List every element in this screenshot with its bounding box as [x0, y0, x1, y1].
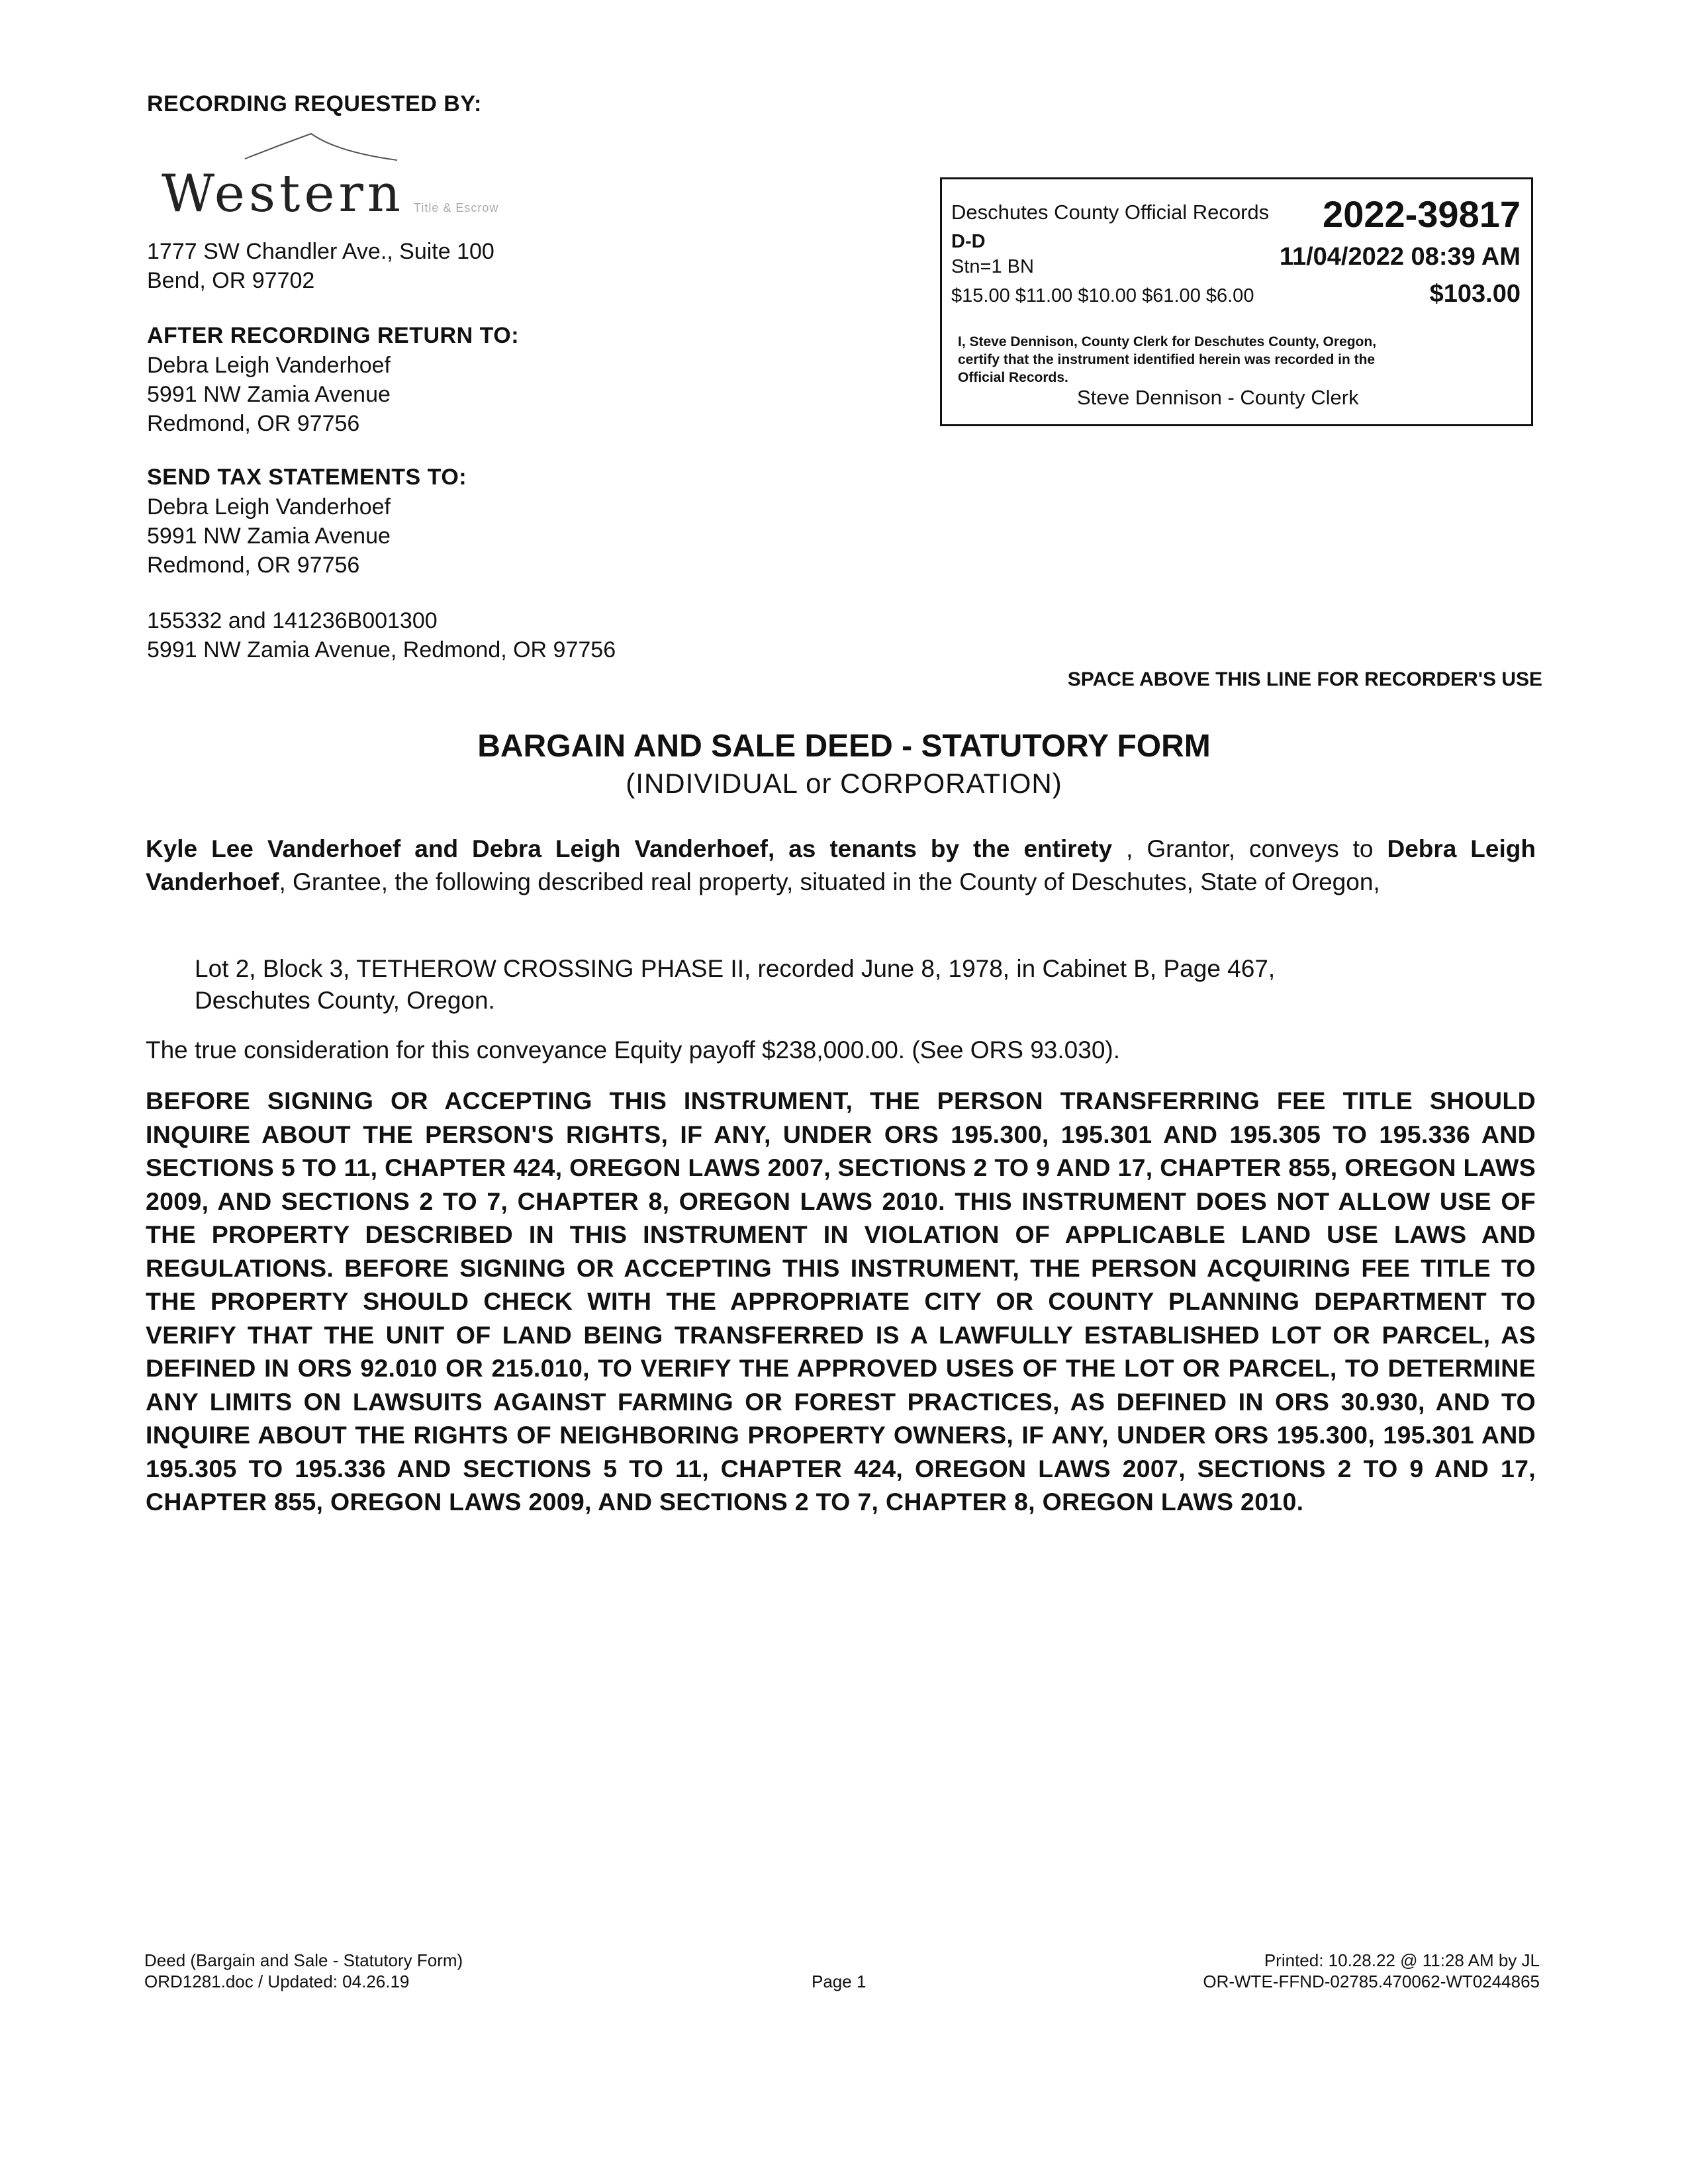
station: Stn=1 BN: [951, 256, 1034, 277]
after-recording-label: AFTER RECORDING RETURN TO:: [147, 323, 520, 348]
record-number: 2022-39817: [1323, 193, 1521, 235]
deed-subtitle: (INDIVIDUAL or CORPORATION): [626, 768, 1062, 799]
company-address-line: Bend, OR 97702: [147, 268, 315, 293]
legal-description: [195, 953, 1275, 1017]
consideration-statement: The true consideration for this conveyance Equity payoff $238,000.00. (See ORS 93.030).: [146, 1036, 1120, 1064]
recorder-space-note: SPACE ABOVE THIS LINE FOR RECORDER'S USE: [1067, 668, 1542, 690]
tax-to-line: Debra Leigh Vanderhoef: [147, 494, 391, 520]
return-to-address: [147, 351, 391, 438]
grantor-names: Kyle Lee Vanderhoef and Debra Leigh Vanderhoef, as tenants by the entirety: [146, 835, 1113, 862]
tax-to-address: [147, 492, 391, 580]
form-code: ORD1281.doc / Updated: 04.26.19: [144, 1972, 410, 1991]
page-number: Page 1: [812, 1972, 867, 1991]
company-logo: [162, 164, 498, 224]
legal-line: Lot 2, Block 3, TETHEROW CROSSING PHASE II, recorded June 8, 1978, in Cabinet B, Page 467,: [195, 955, 1276, 982]
company-address: [147, 237, 494, 295]
grantee-name: Debra Leigh Vanderhoef: [146, 835, 1536, 895]
recorder-office: Deschutes County Official Records: [951, 201, 1270, 224]
fee-total: $103.00: [1429, 280, 1521, 308]
property-situated-text: , Grantee, the following described real property, situated in the County of Deschutes, State of Oregon,: [279, 868, 1380, 895]
tax-statements-label: SEND TAX STATEMENTS TO:: [147, 465, 467, 490]
return-to-line: Redmond, OR 97756: [147, 411, 360, 436]
recording-fees: $15.00 $11.00 $10.00 $61.00 $6.00: [951, 285, 1254, 306]
doc-type: D-D: [951, 231, 986, 252]
footer-form-info: [144, 1950, 463, 1992]
form-name: Deed (Bargain and Sale - Statutory Form): [144, 1950, 463, 1970]
company-address-line: 1777 SW Chandler Ave., Suite 100: [147, 239, 494, 264]
legal-line: Deschutes County, Oregon.: [195, 987, 495, 1014]
clerk-certification: [958, 333, 1376, 387]
cert-line: certify that the instrument identified herein was recorded in the: [958, 352, 1376, 367]
statutory-warning: BEFORE SIGNING OR ACCEPTING THIS INSTRUMENT, THE PERSON TRANSFERRING FEE TITLE SHOULD INQUIRE ABOUT THE PERSON'S RIGHTS, IF ANY, UNDER ORS 195.300, 195.301 AND 195.305 TO 195.336 AND SECTIONS 5 TO 11, CHAPTER 424, OREGON LAWS 2007, SECTIONS 2 TO 9 AND 17, CHAPTER 855, OREGON LAWS 2009, AND SECTIONS 2 TO 7, CHAPTER 8, OREGON LAWS 2010. THIS INSTRUMENT DOES NOT ALLOW USE OF THE PROPERTY DESCRIBED IN THIS INSTRUMENT IN VIOLATION OF APPLICABLE LAND USE LAWS AND REGULATIONS. BEFORE SIGNING OR ACCEPTING THIS INSTRUMENT, THE PERSON ACQUIRING FEE TITLE TO THE PROPERTY SHOULD CHECK WITH THE APPROPRIATE CITY OR COUNTY PLANNING DEPARTMENT TO VERIFY THAT THE UNIT OF LAND BEING TRANSFERRED IS A LAWFULLY ESTABLISHED LOT OR PARCEL, AS DEFINED IN ORS 92.010 OR 215.010, TO VERIFY THE APPROVED USES OF THE LOT OR PARCEL, TO DETERMINE ANY LIMITS ON LAWSUITS AGAINST FARMING OR FOREST PRACTICES, AS DEFINED IN ORS 30.930, AND TO INQUIRE ABOUT THE RIGHTS OF NEIGHBORING PROPERTY OWNERS, IF ANY, UNDER ORS 195.300, 195.301 AND 195.305 TO 195.336 AND SECTIONS 5 TO 11, CHAPTER 424, OREGON LAWS 2007, SECTIONS 2 TO 9 AND 17, CHAPTER 855, OREGON LAWS 2009, AND SECTIONS 2 TO 7, CHAPTER 8, OREGON LAWS 2010.: [146, 1087, 1536, 1516]
footer-print-info: [1203, 1950, 1540, 1992]
parcel-ids: 155332 and 141236B001300: [147, 608, 438, 633]
order-reference: OR-WTE-FFND-02785.470062-WT0244865: [1203, 1972, 1540, 1991]
clerk-signature-line: Steve Dennison - County Clerk: [1077, 386, 1359, 409]
return-to-line: Debra Leigh Vanderhoef: [147, 353, 391, 378]
cert-line: I, Steve Dennison, County Clerk for Deschutes County, Oregon,: [958, 334, 1377, 349]
tax-to-line: 5991 NW Zamia Avenue: [147, 523, 391, 549]
logo-name: Western: [162, 164, 405, 224]
logo-tagline: Title & Escrow: [414, 201, 499, 215]
printed-info: Printed: 10.28.22 @ 11:28 AM by JL: [1264, 1950, 1540, 1970]
tax-to-line: Redmond, OR 97756: [147, 553, 360, 578]
conveys-text: , Grantor, conveys to: [1112, 835, 1387, 862]
recorder-stamp-box: [940, 177, 1533, 426]
deed-title: BARGAIN AND SALE DEED - STATUTORY FORM: [477, 729, 1211, 764]
recording-requested-label: RECORDING REQUESTED BY:: [147, 91, 482, 116]
property-info: [147, 606, 616, 664]
cert-line: Official Records.: [958, 370, 1068, 385]
return-to-line: 5991 NW Zamia Avenue: [147, 382, 391, 407]
record-datetime: 11/04/2022 08:39 AM: [1279, 243, 1521, 271]
property-address: 5991 NW Zamia Avenue, Redmond, OR 97756: [147, 637, 616, 662]
conveyance-paragraph: [146, 833, 1536, 899]
